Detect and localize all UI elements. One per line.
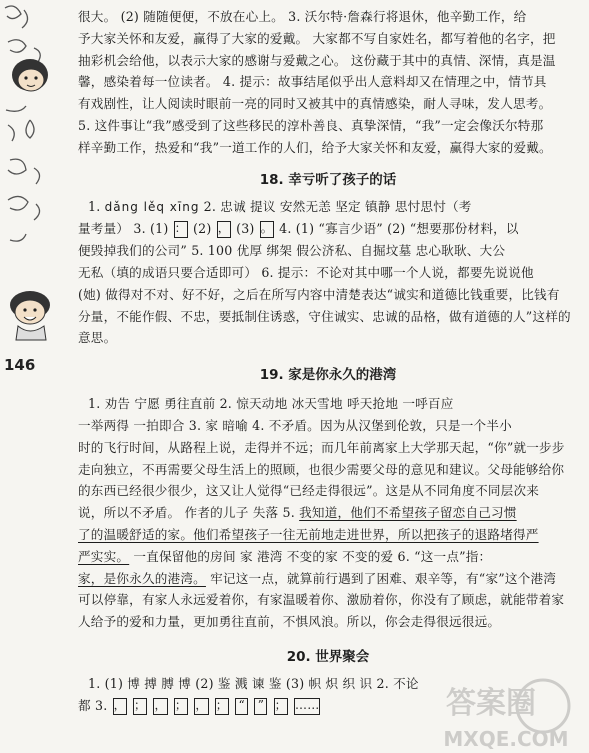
text-line: 5. 这件事让“我”感受到了这些移民的淳朴善良、真挚深情，“我”一定会像沃尔特那 [78,117,544,133]
section-title-19: 19. 家是你永久的港湾 [259,367,397,384]
watermark-url: MXQE.COM [443,727,569,751]
text-line: 样辛勤工作，热爱和“我”一道工作的人们，给予大家关怀和友爱，赢得大家的爱戴。 [78,139,552,155]
punctuation-box: ， [113,698,127,715]
text-line: 量考量） 3. (1) ： (2) ， (3) 。 4. (1) “寡言少语” (2) “想要那份材料，以 [78,221,519,237]
punctuation-box: 。 [260,221,274,238]
text-line: 便毁掉我们的公司” 5. 100 优厚 绑架 假公济私、自掘坟墓 忠心耿耿、大公 [78,243,506,259]
text-line: 馨，感染着每一位读者。 4. 提示：故事结尾似乎出人意料却又在情理之中，情节具 [78,74,547,90]
text-line: 一举两得 一拍即合 3. 家 暗喻 4. 不矛盾。因为从汉堡到伦敦，只是一个半小 [78,417,512,433]
margin-doodle-decoration [0,0,62,753]
underlined-answer: 家，是你永久的港湾。 [78,570,206,586]
text-line: 无私（填的成语只要合适即可） 6. 提示：不论对其中哪一个人说，都要先说说他 [78,264,534,280]
text-line: 时的飞行时间，从路程上说，走得并不远；而几年前离家上大学那天起，“你”就一步步 [78,439,565,455]
text-line: 可以停靠，有家人永远爱着你，有家温暖着你、激励着你，你没有了顾虑，就能带着家 [78,592,565,608]
cartoon-girl-icon [12,59,48,91]
text-line: 走向独立，不再需要父母生活上的照顾，也很少需要父母的意见和建议。父母能够给你 [78,461,565,477]
section-title-20: 20. 世界聚会 [286,648,370,665]
underlined-answer: 了的温暖舒适的家。他们希望孩子一往无前地走进世界，所以把孩子的退路堵得严 [78,526,539,542]
section-title-18: 18. 幸亏听了孩子的话 [259,171,397,188]
text-line: 分量，不能作假、不忠，要抵制住诱惑，守住诚实、忠诚的品格，做有道德的人”这样的 [78,308,571,324]
punctuation-box: ” [254,698,267,715]
punctuation-box: ， [153,698,167,715]
watermark-brand: 答案圈 [446,686,536,721]
text-line: 的东西已经很少很少，这又让人觉得“已经走得很远”。这是从不同角度不同层次来 [78,483,540,499]
cartoon-boy-icon [10,291,50,340]
text-line: 人给予的爱和力量，更加勇往直前，不惧风浪。所以，你会走得很远很远。 [78,614,501,630]
text-line: 都 3. ， ； ， ； ， ； “ ” ； …… [78,697,320,713]
underlined-answer: 严实实。 [78,548,130,564]
text-line: 予大家关怀和友爱，赢得了大家的爱戴。 大家都不写自家姓名，都写着他的名字，把 [78,30,556,46]
punctuation-box: ； [215,698,229,715]
punctuation-box: ， [194,698,208,715]
text-line: 严实实。 一直保留他的房间 家 港湾 不变的家 不变的爱 6. “这一点”指： [78,548,492,564]
text-line: 1. 劝告 宁愿 勇往直前 2. 惊天动地 冰天雪地 呼天抢地 一呼百应 [88,396,454,412]
text-line: 有戏剧性，让人阅读时眼前一亮的同时又被其中的真情感染，耐人寻味，发人思考。 [78,96,552,112]
punctuation-box: ： [174,221,188,238]
pinyin-answer: dǎng lěq xīng [104,199,200,214]
text-line: 意思。 [78,330,117,346]
text-line: 很大。 (2) 随随便便，不放在心上。 3. 沃尔特·詹森行将退休，他辛勤工作，给 [78,9,527,24]
punctuation-box: ； [133,698,147,715]
answer-content [78,6,578,717]
text-line: (她) 做得对不对、好不好，之后在所写内容中清楚表达“诚实和道德比钱重要，比钱有 [78,286,560,302]
text-line: 抽彩机会给他，以表示大家的感谢与爱戴之心。 这份藏于其中的真情、深情，真是温 [78,52,556,68]
text-line: 1. (1) 博 搏 膊 博 (2) 鉴 溅 谏 鉴 (3) 帜 炽 织 识 2. 不论 [88,675,419,691]
text-line: 家，是你永久的港湾。 牢记这一点，就算前行遇到了困难、艰辛等，有“家”这个港湾 [78,570,557,586]
text-line: 1. dǎng lěq xīng 2. 忠诚 提议 安然无恙 坚定 镇静 思忖思忖（考 [88,198,472,214]
underlined-answer: 我知道，他们不希望孩子留恋自己习惯 [299,505,517,521]
punctuation-box: ； [274,698,288,715]
page-number: 146 [4,356,36,374]
punctuation-box: …… [294,698,320,715]
punctuation-box: ， [217,221,231,238]
text-line: 说，所以不矛盾。 作者的儿子 失落 5. 我知道，他们不希望孩子留恋自己习惯 [78,505,517,521]
punctuation-box: ； [174,698,188,715]
watermark-logo [431,668,581,753]
text-line [78,524,578,546]
punctuation-box: “ [235,698,248,715]
